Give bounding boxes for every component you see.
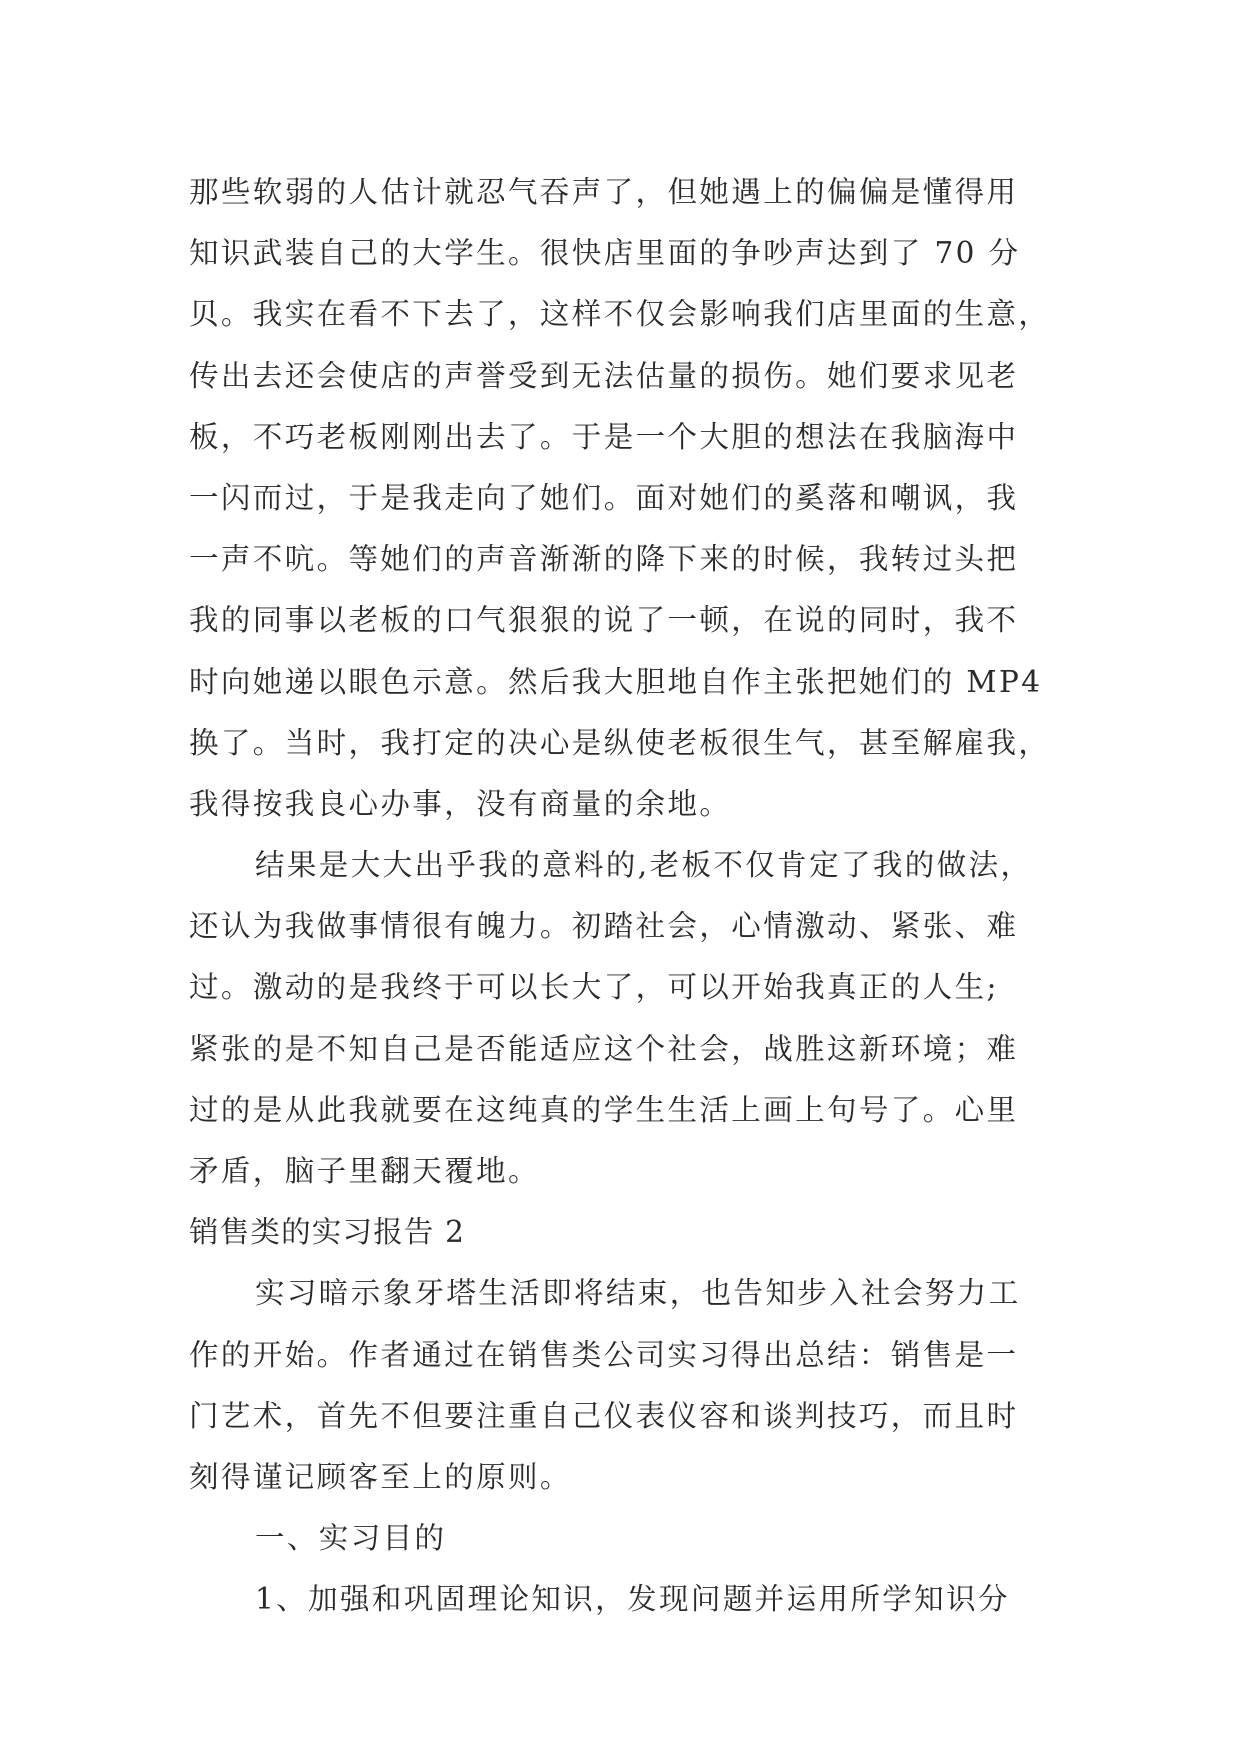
paragraph-line: 一闪而过，于是我走向了她们。面对她们的奚落和嘲讽，我: [189, 480, 1019, 515]
section-heading: 一、实习目的: [255, 1521, 447, 1556]
paragraph-line: 结果是大大出乎我的意料的,老板不仅肯定了我的做法，: [255, 848, 1033, 883]
paragraph-line: 矛盾，脑子里翻天覆地。: [189, 1154, 540, 1188]
paragraph-line: 实习暗示象牙塔生活即将结束，也告知步入社会努力工: [255, 1276, 1021, 1311]
paragraph-line: 过的是从此我就要在这纯真的学生生活上画上句号了。心里: [189, 1092, 1019, 1127]
paragraph-line: 我得按我良心办事，没有商量的余地。: [189, 786, 732, 821]
section-title: 销售类的实习报告 2: [189, 1215, 466, 1250]
paragraph-line: 刻得谨记顾客至上的原则。: [189, 1459, 572, 1494]
paragraph-line: 紧张的是不知自己是否能适应这个社会，战胜这新环境；难: [189, 1031, 1019, 1066]
document-body: [189, 162, 1049, 1631]
paragraph-line: 门艺术，首先不但要注重自己仪表仪容和谈判技巧，而且时: [189, 1398, 1019, 1433]
paragraph-line: 作的开始。作者通过在销售类公司实习得出总结：销售是一: [189, 1337, 1019, 1372]
paragraph-line: 贝。我实在看不下去了，这样不仅会影响我们店里面的生意，: [189, 297, 1051, 332]
paragraph-line: 我的同事以老板的口气狠狠的说了一顿，在说的同时，我不: [189, 603, 1019, 638]
paragraph-line: 过。激动的是我终于可以长大了，可以开始我真正的人生;: [189, 970, 999, 1005]
paragraph-line: 时向她递以眼色示意。然后我大胆地自作主张把她们的 MP4: [189, 664, 1043, 699]
paragraph-line: 一声不吭。等她们的声音渐渐的降下来的时候，我转过头把: [189, 542, 1019, 577]
paragraph-line: 传出去还会使店的声誉受到无法估量的损伤。她们要求见老: [189, 358, 1019, 393]
paragraph-line: 知识武装自己的大学生。很快店里面的争吵声达到了 70 分: [189, 236, 1021, 271]
paragraph-line: 换了。当时，我打定的决心是纵使老板很生气，甚至解雇我，: [189, 725, 1051, 760]
paragraph-line: 那些软弱的人估计就忍气吞声了，但她遇上的偏偏是懂得用: [189, 175, 1019, 209]
paragraph-line: 还认为我做事情很有魄力。初踏社会，心情激动、紧张、难: [189, 909, 1019, 944]
paragraph-line: 板，不巧老板刚刚出去了。于是一个大胆的想法在我脑海中: [189, 419, 1019, 454]
list-item: 1、加强和巩固理论知识，发现问题并运用所学知识分: [255, 1582, 1010, 1617]
